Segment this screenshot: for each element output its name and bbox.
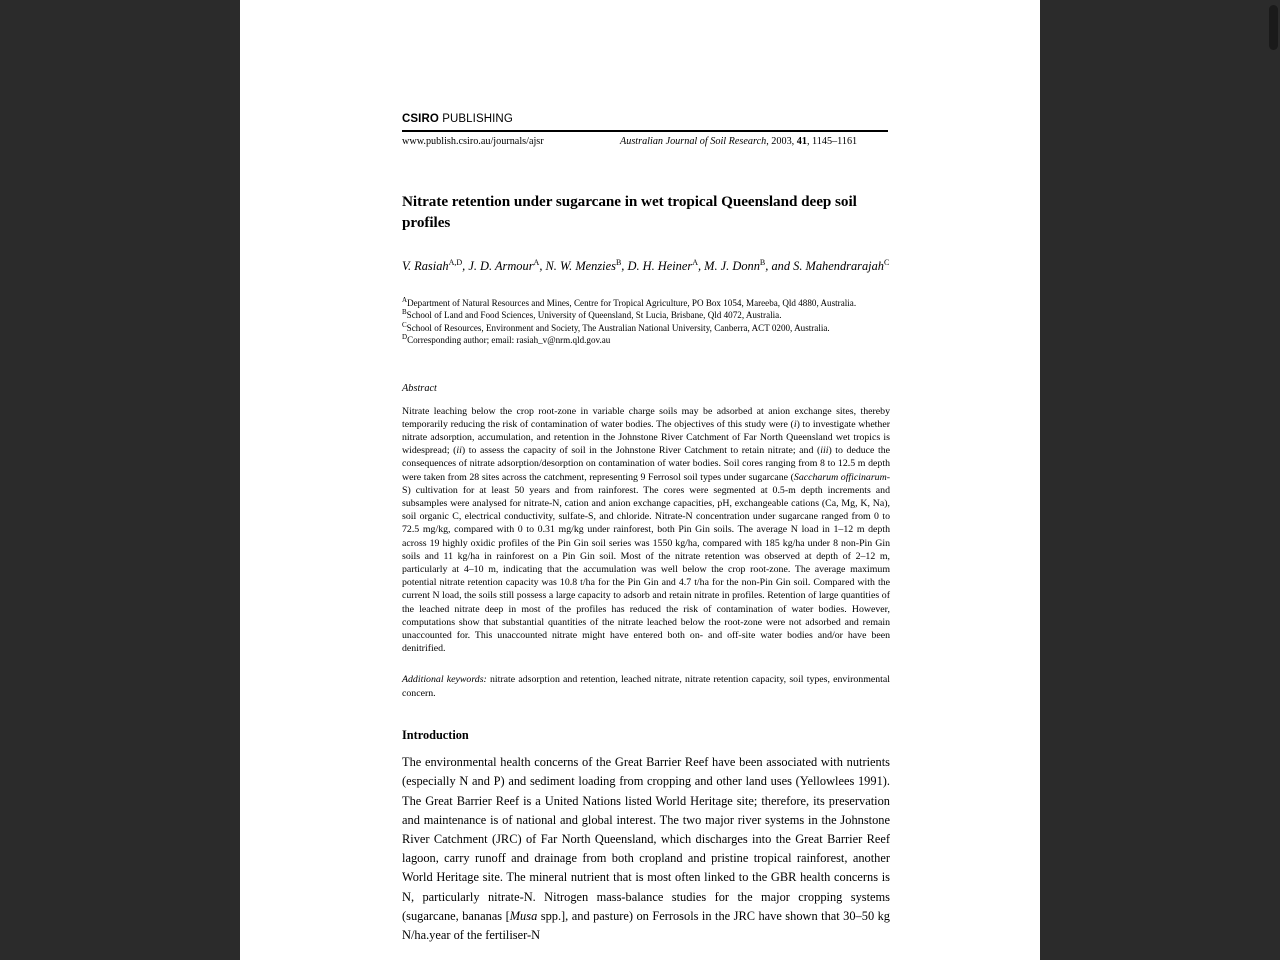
citation-volume: 41 [796, 136, 807, 147]
author-list: V. Rasiah$^{A,D}$, J. D. Armour$^A$, N. W. Menzies$^B$, D. H. Heiner$^A$, M. J. Donn$^B$, and S. Mahendrarajah$^C$ [402, 257, 890, 273]
corresponding-author-email[interactable]: Corresponding author; email: rasiah_v@nrm.qld.gov.au [407, 335, 611, 346]
publisher-name-bold: CSIRO [402, 113, 439, 125]
publisher-masthead [402, 112, 890, 126]
affiliation-item [402, 297, 890, 309]
publisher-url[interactable]: www.publish.csiro.au/journals/ajsr [402, 136, 544, 147]
document-page [240, 0, 1040, 960]
journal-citation [620, 135, 890, 148]
article-title: Nitrate retention under sugarcane in wet tropical Queensland deep soil profiles [402, 193, 857, 231]
publisher-name-rest: PUBLISHING [438, 113, 513, 125]
journal-name: Australian Journal of Soil Research [620, 136, 767, 147]
masthead-citation-line [402, 135, 890, 148]
scrollbar-thumb[interactable] [1269, 5, 1278, 50]
affiliation-item [402, 334, 890, 346]
affiliation-text: School of Resources, Environment and Society, The Australian National University, Canberra, ACT 0200, Australia. [406, 322, 830, 333]
keywords-label: Additional keywords: [402, 674, 487, 686]
masthead-divider [402, 130, 888, 132]
affiliation-marker: C [402, 320, 407, 329]
citation-pages: , 1145–1161 [806, 136, 858, 147]
affiliation-list [402, 297, 890, 347]
affiliation-item [402, 309, 890, 321]
affiliation-text: Department of Natural Resources and Mines, Centre for Tropical Agriculture, PO Box 1054, Mareeba, Qld 4880, Australia. [407, 298, 857, 308]
keywords-block [402, 673, 890, 699]
affiliation-text: School of Land and Food Sciences, University of Queensland, St Lucia, Brisbane, Qld 4072, Australia. [406, 310, 782, 321]
abstract-heading: Abstract [402, 382, 437, 394]
affiliation-marker: D [402, 333, 408, 342]
affiliation-marker: B [402, 308, 407, 317]
section-heading-introduction: Introduction [402, 727, 469, 742]
keywords-text: nitrate adsorption and retention, leached nitrate, nitrate retention capacity, soil types, environmental concern. [402, 674, 890, 699]
affiliation-marker: A [402, 295, 408, 304]
page-content [402, 112, 890, 945]
affiliation-item [402, 322, 890, 334]
abstract-text: Nitrate leaching below the crop root-zone in variable charge soils may be adsorbed at anion exchange sites, thereby temporarily reducing the risk of contamination of water bodies. The objectives of this study were (i) to investigate whether nitrate adsorption, accumulation, and retention in the Johnstone River Catchment of Far North Queensland wet tropics is widespread; (ii) to assess the capacity of soil in the Johnstone River Catchment to retain nitrate; and (iii) to deduce the consequences of nitrate adsorption/desorption on contamination of water bodies. Soil cores ranging from 8 to 12.5 m depth were taken from 28 sites across the catchment, representing 9 Ferrosol soil types under sugarcane (Saccharum officinarum-S) cultivation for at least 50 years and from rainforest. The cores were segmented at 0.5-m depth increments and subsamples were analysed for nitrate-N, cation and anion exchange capacities, pH, exchangeable cations (Ca, Mg, K, Na), soil organic C, electrical conductivity, sulfate-S, and chloride. Nitrate-N concentration under sugarcane ranged from 0 to 72.5 mg/kg, compared with 0 to 0.31 mg/kg under rainforest, both Pin Gin soils. The average N load in 1–12 m depth across 19 highly oxidic profiles of the Pin Gin soil series was 1550 kg/ha, compared with 185 kg/ha under 8 non-Pin Gin soils and 11 kg/ha in rainforest on a Pin Gin soil. Most of the nitrate retention was observed at depth of 2–12 m, particularly at 4–10 m, indicating that the accumulation was well below the crop root-zone. The average maximum potential nitrate retention capacity was 10.8 t/ha for the Pin Gin and 4.7 t/ha for the non-Pin Gin soil. Compared with the current N load, the soils still possess a large capacity to adsorb and retain nitrate in profiles. Retention of large quantities of the leached nitrate deep in most of the profiles has reduced the risk of contamination of water bodies. However, computations show that substantial quantities of the nitrate leached below the root-zone were not adsorbed and remain unaccounted for. This unaccounted nitrate might have entered both on- and off-site water bodies and/or have been denitrified. [402, 405, 890, 655]
introduction-paragraph: The environmental health concerns of the Great Barrier Reef have been associated with nutrients (especially N and P) and sediment loading from cropping and other land uses (Yellowlees 1991). The Great Barrier Reef is a United Nations listed World Heritage site; therefore, its preservation and maintenance is of national and global interest. The two major river systems in the Johnstone River Catchment (JRC) of Far North Queensland, which discharges into the Great Barrier Reef lagoon, carry runoff and drainage from both cropland and pristine tropical rainforest, another World Heritage site. The mineral nutrient that is most often linked to the GBR health concerns is N, particularly nitrate-N. Nitrogen mass-balance studies for the major cropping systems (sugarcane, bananas [Musa spp.], and pasture) on Ferrosols in the JRC have shown that 30–50 kg N/ha.year of the fertiliser-N [402, 755, 891, 942]
vertical-scrollbar[interactable] [1266, 0, 1280, 960]
citation-year: , 2003, [766, 136, 797, 147]
